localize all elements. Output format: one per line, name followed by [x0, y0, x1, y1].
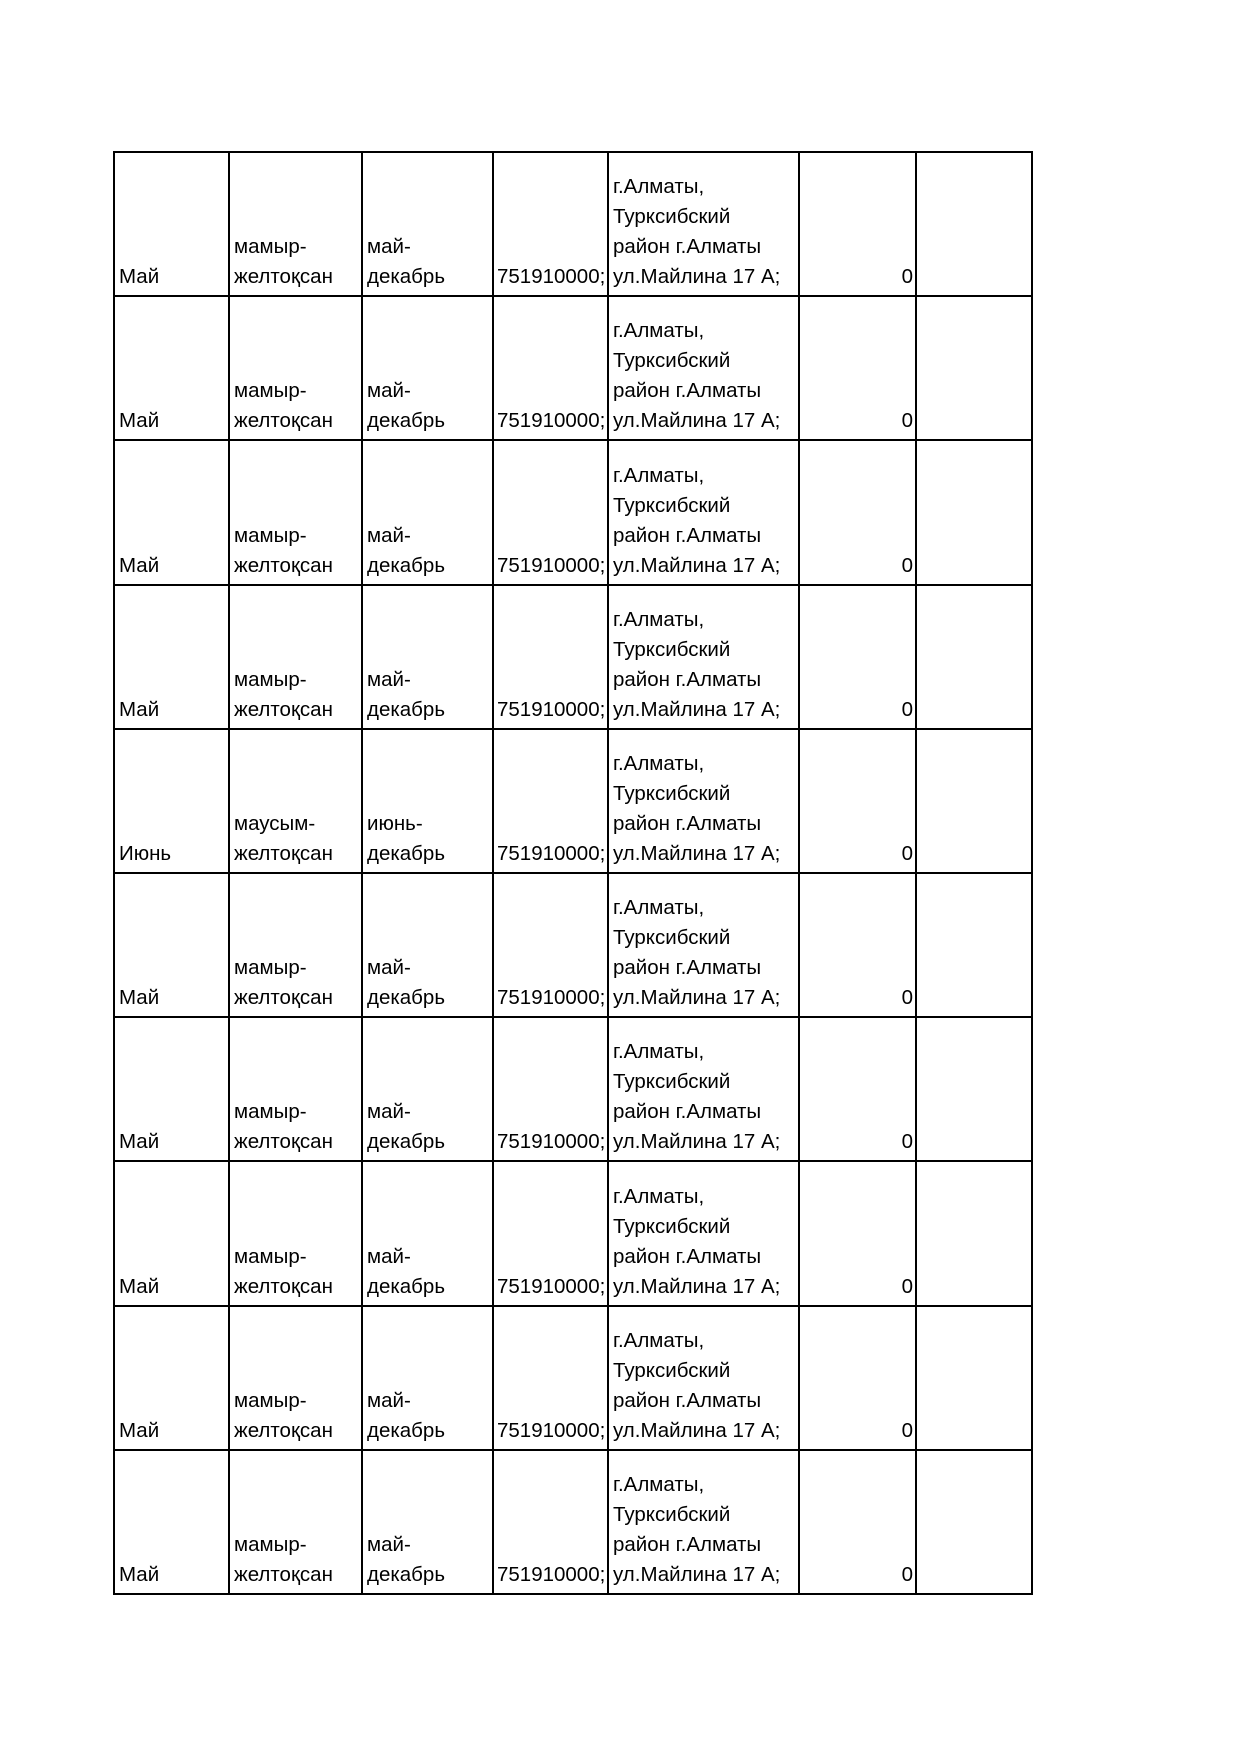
extra-cell: [916, 1161, 1032, 1305]
address-cell-line: ул.Майлина 17 А;: [613, 841, 781, 865]
address-cell-line: г.Алматы,: [613, 607, 705, 631]
kz-period-cell-line: желтоқсан: [234, 697, 333, 721]
extra-cell: [916, 873, 1032, 1017]
table-row: [114, 585, 1032, 729]
address-cell-line: район г.Алматы: [613, 1244, 762, 1268]
address-cell-line: г.Алматы,: [613, 463, 705, 487]
month-cell: Май: [114, 873, 229, 1017]
ru-period-cell: [362, 729, 493, 873]
address-cell-line: район г.Алматы: [613, 379, 762, 403]
value-cell: 0: [799, 1017, 916, 1161]
address-cell-line: район г.Алматы: [613, 235, 762, 259]
ru-period-cell-line: май-: [367, 1244, 411, 1268]
address-cell: [608, 152, 799, 296]
address-cell-line: ул.Майлина 17 А;: [613, 265, 781, 289]
kz-period-cell-line: желтоқсан: [234, 1418, 333, 1442]
address-cell: [608, 585, 799, 729]
value-cell: 0: [799, 1161, 916, 1305]
extra-cell: [916, 440, 1032, 584]
address-cell-line: Турксибский: [613, 1503, 731, 1526]
kz-period-cell-line: мамыр-: [234, 1244, 307, 1268]
ru-period-cell-line: декабрь: [367, 1130, 446, 1154]
kz-period-cell: [229, 585, 362, 729]
value-cell: 0: [799, 296, 916, 440]
address-cell-line: район г.Алматы: [613, 667, 762, 691]
table-row: [114, 729, 1032, 873]
address-cell-line: Турксибский: [613, 637, 731, 661]
code-cell: 751910000;: [493, 1306, 608, 1450]
code-cell: 751910000;: [493, 873, 608, 1017]
extra-cell: [916, 585, 1032, 729]
extra-cell: [916, 1306, 1032, 1450]
address-cell: [608, 1306, 799, 1450]
kz-period-cell-line: мамыр-: [234, 956, 307, 980]
code-cell: 751910000;: [493, 152, 608, 296]
table-row: [114, 440, 1032, 584]
month-cell: Май: [114, 296, 229, 440]
data-table-frame: [113, 151, 1031, 1595]
month-cell: Май: [114, 1017, 229, 1161]
value-cell: 0: [799, 1306, 916, 1450]
ru-period-cell-line: декабрь: [367, 986, 446, 1010]
ru-period-cell-line: май-: [367, 1533, 411, 1556]
kz-period-cell-line: желтоқсан: [234, 1563, 333, 1586]
ru-period-cell: [362, 585, 493, 729]
kz-period-cell: [229, 1161, 362, 1305]
address-cell-line: район г.Алматы: [613, 1533, 762, 1556]
address-cell-line: г.Алматы,: [613, 896, 705, 920]
code-cell: 751910000;: [493, 1161, 608, 1305]
ru-period-cell-line: май-: [367, 1388, 411, 1412]
address-cell-line: ул.Майлина 17 А;: [613, 409, 781, 433]
ru-period-cell-line: декабрь: [367, 409, 446, 433]
data-table: [113, 151, 1033, 1595]
table-body: [114, 152, 1032, 1594]
ru-period-cell: [362, 1306, 493, 1450]
kz-period-cell-line: мамыр-: [234, 379, 307, 403]
value-cell: 0: [799, 152, 916, 296]
table-row: [114, 1017, 1032, 1161]
ru-period-cell: [362, 1017, 493, 1161]
address-cell-line: ул.Майлина 17 А;: [613, 1274, 781, 1298]
extra-cell: [916, 1017, 1032, 1161]
kz-period-cell-line: желтоқсан: [234, 409, 333, 433]
kz-period-cell: [229, 873, 362, 1017]
code-cell: 751910000;: [493, 1450, 608, 1594]
extra-cell: [916, 729, 1032, 873]
ru-period-cell-line: май-: [367, 379, 411, 403]
ru-period-cell-line: декабрь: [367, 1274, 446, 1298]
address-cell: [608, 440, 799, 584]
ru-period-cell-line: декабрь: [367, 841, 446, 865]
ru-period-cell: [362, 873, 493, 1017]
address-cell-line: Турксибский: [613, 781, 731, 805]
month-cell: Май: [114, 1306, 229, 1450]
kz-period-cell-line: желтоқсан: [234, 1130, 333, 1154]
month-cell: Май: [114, 440, 229, 584]
address-cell-line: Турксибский: [613, 349, 731, 373]
table-row: [114, 873, 1032, 1017]
address-cell-line: г.Алматы,: [613, 175, 705, 199]
month-cell: Май: [114, 1161, 229, 1305]
kz-period-cell: [229, 729, 362, 873]
kz-period-cell-line: желтоқсан: [234, 1274, 333, 1298]
value-cell: 0: [799, 1450, 916, 1594]
ru-period-cell-line: декабрь: [367, 1563, 446, 1586]
value-cell: 0: [799, 873, 916, 1017]
address-cell-line: ул.Майлина 17 А;: [613, 986, 781, 1010]
extra-cell: [916, 152, 1032, 296]
address-cell-line: Турксибский: [613, 926, 731, 950]
address-cell-line: Турксибский: [613, 1070, 731, 1094]
address-cell-line: г.Алматы,: [613, 1040, 705, 1064]
code-cell: 751910000;: [493, 296, 608, 440]
kz-period-cell-line: желтоқсан: [234, 553, 333, 577]
ru-period-cell-line: май-: [367, 956, 411, 980]
address-cell-line: ул.Майлина 17 А;: [613, 697, 781, 721]
kz-period-cell: [229, 296, 362, 440]
address-cell-line: г.Алматы,: [613, 751, 705, 775]
address-cell: [608, 729, 799, 873]
address-cell-line: район г.Алматы: [613, 523, 762, 547]
ru-period-cell-line: декабрь: [367, 553, 446, 577]
month-cell: Июнь: [114, 729, 229, 873]
ru-period-cell: [362, 296, 493, 440]
address-cell-line: г.Алматы,: [613, 1184, 705, 1208]
kz-period-cell-line: мамыр-: [234, 667, 307, 691]
kz-period-cell-line: мамыр-: [234, 1388, 307, 1412]
extra-cell: [916, 296, 1032, 440]
code-cell: 751910000;: [493, 1017, 608, 1161]
kz-period-cell: [229, 1306, 362, 1450]
address-cell: [608, 1450, 799, 1594]
kz-period-cell-line: мамыр-: [234, 1533, 307, 1556]
ru-period-cell: [362, 1450, 493, 1594]
code-cell: 751910000;: [493, 440, 608, 584]
kz-period-cell-line: мамыр-: [234, 1100, 307, 1124]
address-cell: [608, 1017, 799, 1161]
address-cell-line: г.Алматы,: [613, 1328, 705, 1352]
kz-period-cell: [229, 152, 362, 296]
kz-period-cell-line: мамыр-: [234, 235, 307, 259]
ru-period-cell-line: декабрь: [367, 265, 446, 289]
ru-period-cell-line: май-: [367, 1100, 411, 1124]
kz-period-cell-line: желтоқсан: [234, 265, 333, 289]
address-cell-line: Турксибский: [613, 1214, 731, 1238]
ru-period-cell-line: декабрь: [367, 1418, 446, 1442]
address-cell-line: район г.Алматы: [613, 1100, 762, 1124]
address-cell: [608, 296, 799, 440]
table-row: [114, 1161, 1032, 1305]
month-cell: Май: [114, 152, 229, 296]
ru-period-cell-line: май-: [367, 667, 411, 691]
address-cell-line: ул.Майлина 17 А;: [613, 1130, 781, 1154]
kz-period-cell: [229, 1017, 362, 1161]
table-row: [114, 296, 1032, 440]
ru-period-cell-line: май-: [367, 523, 411, 547]
kz-period-cell-line: мамыр-: [234, 523, 307, 547]
address-cell-line: г.Алматы,: [613, 1473, 705, 1496]
table-row: [114, 1450, 1032, 1594]
address-cell-line: Турксибский: [613, 1358, 731, 1382]
extra-cell: [916, 1450, 1032, 1594]
kz-period-cell-line: желтоқсан: [234, 986, 333, 1010]
address-cell: [608, 1161, 799, 1305]
value-cell: 0: [799, 440, 916, 584]
ru-period-cell-line: декабрь: [367, 697, 446, 721]
kz-period-cell-line: желтоқсан: [234, 841, 333, 865]
code-cell: 751910000;: [493, 585, 608, 729]
code-cell: 751910000;: [493, 729, 608, 873]
kz-period-cell: [229, 1450, 362, 1594]
address-cell-line: Турксибский: [613, 205, 731, 229]
address-cell-line: г.Алматы,: [613, 319, 705, 343]
address-cell-line: Турксибский: [613, 493, 731, 517]
ru-period-cell-line: май-: [367, 235, 411, 259]
address-cell-line: район г.Алматы: [613, 956, 762, 980]
address-cell-line: район г.Алматы: [613, 811, 762, 835]
month-cell: Май: [114, 1450, 229, 1594]
address-cell-line: ул.Майлина 17 А;: [613, 553, 781, 577]
table-row: [114, 152, 1032, 296]
address-cell-line: район г.Алматы: [613, 1388, 762, 1412]
table-row: [114, 1306, 1032, 1450]
month-cell: Май: [114, 585, 229, 729]
ru-period-cell-line: июнь-: [367, 811, 423, 835]
value-cell: 0: [799, 585, 916, 729]
address-cell-line: ул.Майлина 17 А;: [613, 1418, 781, 1442]
address-cell-line: ул.Майлина 17 А;: [613, 1563, 781, 1586]
kz-period-cell: [229, 440, 362, 584]
ru-period-cell: [362, 152, 493, 296]
ru-period-cell: [362, 1161, 493, 1305]
address-cell: [608, 873, 799, 1017]
ru-period-cell: [362, 440, 493, 584]
kz-period-cell-line: маусым-: [234, 811, 316, 835]
value-cell: 0: [799, 729, 916, 873]
